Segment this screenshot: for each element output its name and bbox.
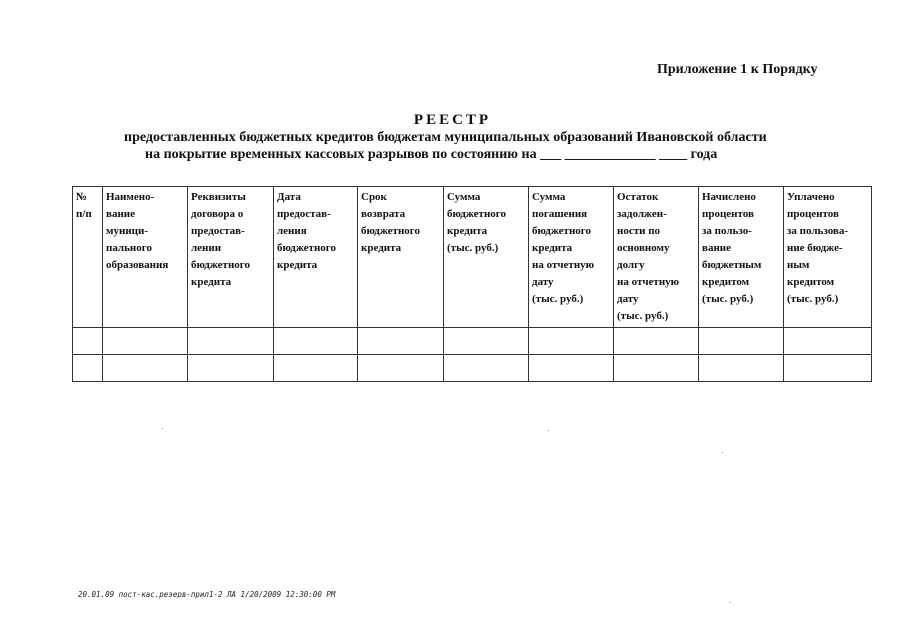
table-cell <box>274 355 358 382</box>
column-header-repayment-term: Срок возврата бюджетного кредита <box>358 187 444 328</box>
document-subtitle-line1: предоставленных бюджетных кредитов бюджетам муниципальных образований Ивановской области <box>124 130 767 145</box>
column-header-repaid-amount: Сумма погашения бюджетного кредита на отчетную дату (тыс. руб.) <box>529 187 614 328</box>
scan-speck <box>162 428 163 429</box>
scan-speck <box>722 452 723 453</box>
table-cell <box>529 355 614 382</box>
column-header-credit-amount: Сумма бюджетного кредита (тыс. руб.) <box>444 187 529 328</box>
column-header-number: № п/п <box>73 187 103 328</box>
table-cell <box>103 355 188 382</box>
table-cell <box>73 328 103 355</box>
column-header-accrued-interest: Начислено процентов за пользо- вание бюджетным кредитом (тыс. руб.) <box>699 187 784 328</box>
table-cell <box>529 328 614 355</box>
table-cell <box>614 355 699 382</box>
table-cell <box>274 328 358 355</box>
table-cell <box>784 355 872 382</box>
table-cell <box>358 355 444 382</box>
registry-table <box>72 186 872 382</box>
table-cell <box>784 328 872 355</box>
column-header-contract-details: Реквизиты договора о предостав- лении бюджетного кредита <box>188 187 274 328</box>
table-cell <box>444 355 529 382</box>
table-header-row <box>73 187 872 328</box>
table-cell <box>614 328 699 355</box>
table-cell <box>103 328 188 355</box>
table-cell <box>699 355 784 382</box>
column-header-outstanding-debt: Остаток задолжен- ности по основному долгу на отчетную дату (тыс. руб.) <box>614 187 699 328</box>
table-cell <box>358 328 444 355</box>
table-row <box>73 328 872 355</box>
column-header-issue-date: Дата предостав- ления бюджетного кредита <box>274 187 358 328</box>
column-header-paid-interest: Уплачено процентов за пользова- ние бюдже- ным кредитом (тыс. руб.) <box>784 187 872 328</box>
table-cell <box>73 355 103 382</box>
column-header-municipality: Наимено- вание муници- пального образования <box>103 187 188 328</box>
document-subtitle-line2: на покрытие временных кассовых разрывов по состоянию на ___ _____________ ____ года <box>145 147 718 162</box>
table-cell <box>188 328 274 355</box>
appendix-label: Приложение 1 к Порядку <box>657 62 818 77</box>
scan-speck <box>730 602 731 603</box>
table-cell <box>444 328 529 355</box>
table-cell <box>188 355 274 382</box>
footer-file-stamp: 20.01.09 пост-кас.резерв-прил1-2 ЛА 1/20/2009 12:30:00 PM <box>78 590 336 599</box>
table-cell <box>699 328 784 355</box>
table-row <box>73 355 872 382</box>
scan-speck <box>548 430 549 431</box>
document-title: РЕЕСТР <box>413 112 492 128</box>
